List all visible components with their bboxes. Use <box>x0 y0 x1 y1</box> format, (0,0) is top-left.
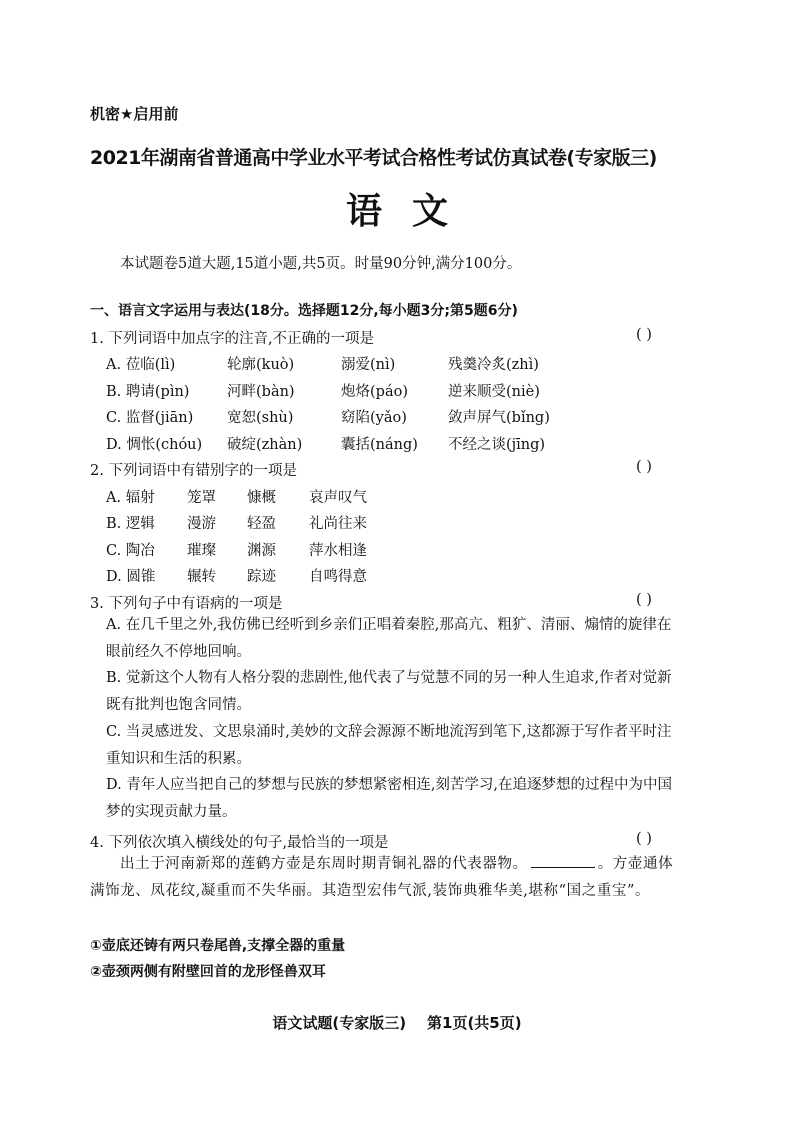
q2-option-a-word-2: 笼罩 <box>187 490 216 506</box>
subject-title: 语文 <box>345 191 478 232</box>
q1-option-b-word-2: 河畔(bàn) <box>227 384 295 400</box>
q2-option-b-word-2: 漫游 <box>187 516 216 532</box>
q2-option-c-word-4: 萍水相逢 <box>309 543 367 559</box>
section-heading: 一、语言文字运用与表达(18分。选择题12分,每小题3分;第5题6分) <box>90 303 518 319</box>
q1-option-c-word-3: 窈陷(yǎo) <box>341 410 407 426</box>
question-2-stem: 2. 下列词语中有错别字的一项是 <box>90 463 297 479</box>
q1-option-a: A. 莅临(lì) <box>106 357 176 373</box>
q4-sentence-1: ①壶底还铸有两只卷尾兽,支撑全器的重量 <box>90 938 346 954</box>
q2-option-a: A. 辐射 <box>106 490 155 506</box>
q2-option-a-word-3: 慷概 <box>247 490 276 506</box>
q2-option-b-word-4: 礼尚往来 <box>309 516 367 532</box>
q2-option-d-word-3: 踪迹 <box>247 569 276 585</box>
q1-option-d: D. 惆怅(chóu) <box>106 437 203 453</box>
q1-option-a-word-2: 轮廓(kuò) <box>227 357 295 373</box>
question-4-stem: 4. 下列依次填入横线处的句子,最恰当的一项是 <box>90 835 389 851</box>
q1-option-c-word-4: 敛声屏气(bǐng) <box>448 410 550 426</box>
q1-option-c-word-2: 宽恕(shù) <box>227 410 294 426</box>
q1-option-d-word-4: 不经之谈(jīng) <box>448 437 546 453</box>
question-3-stem: 3. 下列句子中有语病的一项是 <box>90 596 283 612</box>
q1-option-b-word-3: 炮烙(páo) <box>341 384 408 400</box>
q1-option-c: C. 监督(jiān) <box>106 410 194 426</box>
confidential-label: 机密★启用前 <box>90 105 179 123</box>
q1-option-a-word-4: 残羹冷炙(zhì) <box>448 357 539 373</box>
q3-option-d: D. 青年人应当把自己的梦想与民族的梦想紧密相连,刻苦学习,在追逐梦想的过程中为中国梦的实现贡献力量。 <box>106 777 673 820</box>
q4-passage-before: 出土于河南新郑的莲鹤方壶是东周时期青铜礼器的代表器物。 <box>120 856 528 872</box>
q2-option-a-word-4: 哀声叹气 <box>309 490 367 506</box>
exam-intro: 本试题卷5道大题,15道小题,共5页。时量90分钟,满分100分。 <box>120 256 522 272</box>
q3-option-c: C. 当灵感迸发、文思泉涌时,美妙的文辞会源源不断地流泻到笔下,这都源于写作者平时注重知识和生活的积累。 <box>106 724 672 767</box>
q4-passage <box>90 851 682 905</box>
q3-option-b: B. 觉新这个人物有人格分裂的悲剧性,他代表了与觉慧不同的另一种人生追求,作者对觉新既有批判也饱含同情。 <box>106 670 672 713</box>
q1-option-a-word-3: 溺爱(nì) <box>341 357 396 373</box>
q2-option-c: C. 陶冶 <box>106 543 155 559</box>
page-footer: 语文试题(专家版三) 第1页(共5页) <box>272 1014 522 1032</box>
q1-option-d-word-3: 囊括(náng) <box>341 437 418 453</box>
question-4-answer-paren: ( ) <box>636 831 652 847</box>
q2-option-d: D. 圆锥 <box>106 569 156 585</box>
q1-option-b: B. 聘请(pìn) <box>106 384 190 400</box>
q2-option-b: B. 逻辑 <box>106 516 155 532</box>
q3-option-a: A. 在几千里之外,我仿佛已经听到乡亲们正唱着秦腔,那高亢、粗犷、清丽、煽情的旋律在眼前经久不停地回响。 <box>106 617 672 660</box>
q4-passage-after: 。方壶通体满饰龙、凤花纹,凝重而不失华丽。其造型宏伟气派,装饰典雅华美,堪称“国之重宝”。 <box>90 856 674 899</box>
question-3-answer-paren: ( ) <box>636 592 652 608</box>
q4-sentence-2: ②壶颈两侧有附壁回首的龙形怪兽双耳 <box>90 964 326 980</box>
q2-option-b-word-3: 轻盈 <box>247 516 276 532</box>
q4-fill-blank <box>531 866 595 868</box>
q2-option-c-word-2: 璀璨 <box>187 543 216 559</box>
question-1-answer-paren: ( ) <box>636 327 652 343</box>
q1-option-b-word-4: 逆来顺受(niè) <box>448 384 540 400</box>
question-1-stem: 1. 下列词语中加点字的注音,不正确的一项是 <box>90 331 375 347</box>
q2-option-d-word-4: 自鸣得意 <box>309 569 367 585</box>
q2-option-c-word-3: 渊源 <box>247 543 276 559</box>
q1-option-d-word-2: 破绽(zhàn) <box>227 437 303 453</box>
q2-option-d-word-2: 辗转 <box>187 569 216 585</box>
question-2-answer-paren: ( ) <box>636 459 652 475</box>
exam-title: 2021年湖南省普通高中学业水平考试合格性考试仿真试卷(专家版三) <box>90 147 657 169</box>
